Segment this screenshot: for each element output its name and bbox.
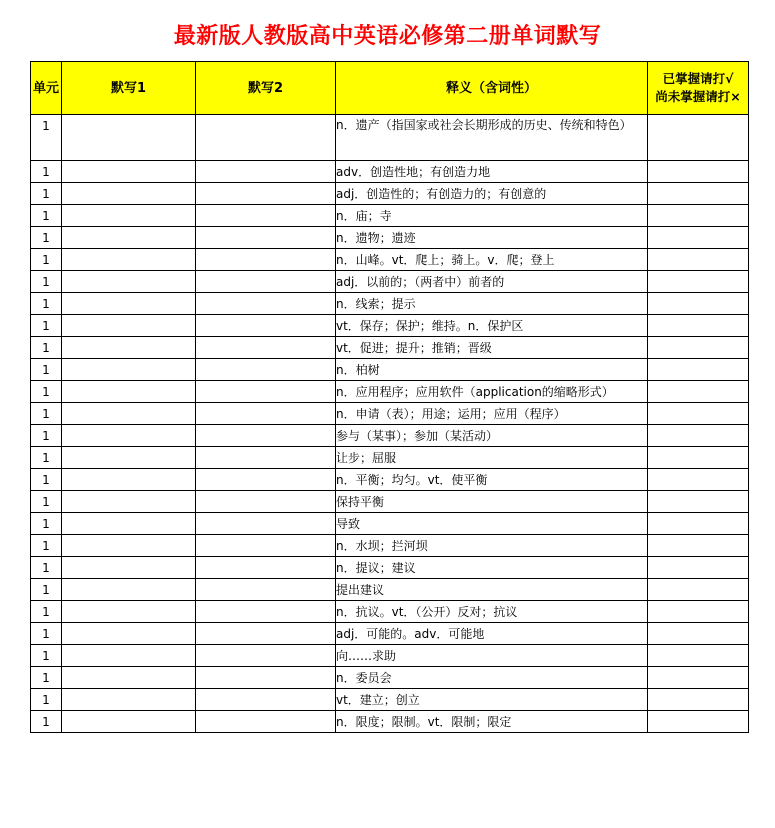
mastery-cell[interactable] — [648, 205, 749, 227]
unit-cell: 1 — [31, 491, 62, 513]
table-row — [31, 425, 749, 447]
mastery-cell[interactable] — [648, 227, 749, 249]
definition-cell: n．山峰。vt．爬上；骑上。v．爬；登上 — [336, 249, 648, 271]
dictation-1-cell[interactable] — [62, 293, 196, 315]
dictation-1-cell[interactable] — [62, 447, 196, 469]
definition-cell: adj．创造性的；有创造力的；有创意的 — [336, 183, 648, 205]
table-row — [31, 711, 749, 733]
table-row — [31, 183, 749, 205]
table-row — [31, 645, 749, 667]
definition-cell: 让步；屈服 — [336, 447, 648, 469]
dictation-2-cell[interactable] — [196, 315, 336, 337]
dictation-2-cell[interactable] — [196, 579, 336, 601]
unit-cell: 1 — [31, 579, 62, 601]
dictation-1-cell[interactable] — [62, 513, 196, 535]
definition-cell: n．申请（表）；用途；运用；应用（程序） — [336, 403, 648, 425]
definition-cell: n．柏树 — [336, 359, 648, 381]
table-row — [31, 403, 749, 425]
dictation-1-cell[interactable] — [62, 161, 196, 183]
unit-cell: 1 — [31, 645, 62, 667]
vocabulary-table — [30, 61, 749, 733]
definition-cell: 导致 — [336, 513, 648, 535]
dictation-1-cell[interactable] — [62, 115, 196, 161]
mastery-cell[interactable] — [648, 689, 749, 711]
dictation-1-cell[interactable] — [62, 535, 196, 557]
mastery-cell[interactable] — [648, 161, 749, 183]
unit-cell: 1 — [31, 469, 62, 491]
dictation-1-cell[interactable] — [62, 711, 196, 733]
dictation-2-cell[interactable] — [196, 667, 336, 689]
dictation-2-cell[interactable] — [196, 645, 336, 667]
dictation-2-cell[interactable] — [196, 557, 336, 579]
unit-cell: 1 — [31, 425, 62, 447]
table-row — [31, 469, 749, 491]
table-row — [31, 557, 749, 579]
dictation-2-cell[interactable] — [196, 425, 336, 447]
dictation-2-cell[interactable] — [196, 601, 336, 623]
table-row — [31, 337, 749, 359]
definition-cell: adj．可能的。adv．可能地 — [336, 623, 648, 645]
table-row — [31, 667, 749, 689]
definition-cell: n．平衡；均匀。vt．使平衡 — [336, 469, 648, 491]
dictation-1-cell[interactable] — [62, 425, 196, 447]
mastery-cell[interactable] — [648, 359, 749, 381]
definition-cell: n．委员会 — [336, 667, 648, 689]
dictation-1-cell[interactable] — [62, 623, 196, 645]
unit-cell: 1 — [31, 623, 62, 645]
dictation-2-cell[interactable] — [196, 403, 336, 425]
table-row — [31, 491, 749, 513]
mastery-cell[interactable] — [648, 381, 749, 403]
mastery-cell[interactable] — [648, 623, 749, 645]
table-row — [31, 601, 749, 623]
definition-cell: n．线索；提示 — [336, 293, 648, 315]
dictation-1-cell[interactable] — [62, 557, 196, 579]
header-definition: 释义（含词性） — [336, 62, 648, 115]
table-row — [31, 249, 749, 271]
dictation-1-cell[interactable] — [62, 205, 196, 227]
dictation-2-cell[interactable] — [196, 183, 336, 205]
header-row — [31, 62, 749, 115]
header-mastered-label: 已掌握请打√ — [662, 71, 734, 86]
definition-cell: 参与（某事）；参加（某活动） — [336, 425, 648, 447]
mastery-cell[interactable] — [648, 447, 749, 469]
dictation-1-cell[interactable] — [62, 249, 196, 271]
table-row — [31, 115, 749, 161]
unit-cell: 1 — [31, 115, 62, 161]
dictation-2-cell[interactable] — [196, 447, 336, 469]
mastery-cell[interactable] — [648, 579, 749, 601]
dictation-1-cell[interactable] — [62, 689, 196, 711]
dictation-2-cell[interactable] — [196, 359, 336, 381]
mastery-cell[interactable] — [648, 491, 749, 513]
dictation-2-cell[interactable] — [196, 161, 336, 183]
definition-cell: 提出建议 — [336, 579, 648, 601]
definition-cell: adv．创造性地；有创造力地 — [336, 161, 648, 183]
header-unit: 单元 — [31, 62, 62, 115]
mastery-cell[interactable] — [648, 115, 749, 161]
unit-cell: 1 — [31, 337, 62, 359]
mastery-cell[interactable] — [648, 425, 749, 447]
mastery-cell[interactable] — [648, 249, 749, 271]
dictation-2-cell[interactable] — [196, 513, 336, 535]
dictation-1-cell[interactable] — [62, 337, 196, 359]
unit-cell: 1 — [31, 249, 62, 271]
table-row — [31, 513, 749, 535]
definition-cell: n．提议；建议 — [336, 557, 648, 579]
definition-cell: vt．建立；创立 — [336, 689, 648, 711]
table-row — [31, 447, 749, 469]
unit-cell: 1 — [31, 535, 62, 557]
mastery-cell[interactable] — [648, 711, 749, 733]
definition-cell: n．庙；寺 — [336, 205, 648, 227]
table-row — [31, 161, 749, 183]
mastery-cell[interactable] — [648, 183, 749, 205]
dictation-1-cell[interactable] — [62, 491, 196, 513]
dictation-2-cell[interactable] — [196, 535, 336, 557]
table-row — [31, 689, 749, 711]
header-dictation-1: 默写1 — [62, 62, 196, 115]
dictation-1-cell[interactable] — [62, 403, 196, 425]
table-row — [31, 623, 749, 645]
header-mastery — [648, 62, 749, 115]
mastery-cell[interactable] — [648, 535, 749, 557]
dictation-1-cell[interactable] — [62, 579, 196, 601]
dictation-2-cell[interactable] — [196, 711, 336, 733]
mastery-cell[interactable] — [648, 645, 749, 667]
dictation-2-cell[interactable] — [196, 271, 336, 293]
unit-cell: 1 — [31, 689, 62, 711]
unit-cell: 1 — [31, 557, 62, 579]
dictation-1-cell[interactable] — [62, 381, 196, 403]
mastery-cell[interactable] — [648, 557, 749, 579]
definition-cell: vt．促进；提升；推销；晋级 — [336, 337, 648, 359]
dictation-2-cell[interactable] — [196, 381, 336, 403]
mastery-cell[interactable] — [648, 293, 749, 315]
header-not-mastered-label: 尚未掌握请打× — [655, 89, 741, 104]
dictation-1-cell[interactable] — [62, 315, 196, 337]
table-row — [31, 271, 749, 293]
mastery-cell[interactable] — [648, 667, 749, 689]
dictation-2-cell[interactable] — [196, 337, 336, 359]
header-dictation-2: 默写2 — [196, 62, 336, 115]
dictation-2-cell[interactable] — [196, 623, 336, 645]
mastery-cell[interactable] — [648, 601, 749, 623]
definition-cell: vt．保存；保护；维持。n．保护区 — [336, 315, 648, 337]
table-row — [31, 381, 749, 403]
unit-cell: 1 — [31, 359, 62, 381]
dictation-2-cell[interactable] — [196, 469, 336, 491]
dictation-2-cell[interactable] — [196, 115, 336, 161]
unit-cell: 1 — [31, 447, 62, 469]
dictation-2-cell[interactable] — [196, 227, 336, 249]
dictation-1-cell[interactable] — [62, 667, 196, 689]
table-row — [31, 579, 749, 601]
unit-cell: 1 — [31, 403, 62, 425]
table-row — [31, 227, 749, 249]
mastery-cell[interactable] — [648, 513, 749, 535]
dictation-1-cell[interactable] — [62, 183, 196, 205]
unit-cell: 1 — [31, 667, 62, 689]
page-title: 最新版人教版高中英语必修第二册单词默写 — [173, 24, 602, 49]
dictation-1-cell[interactable] — [62, 469, 196, 491]
table-row — [31, 315, 749, 337]
unit-cell: 1 — [31, 227, 62, 249]
unit-cell: 1 — [31, 601, 62, 623]
unit-cell: 1 — [31, 513, 62, 535]
mastery-cell[interactable] — [648, 315, 749, 337]
dictation-1-cell[interactable] — [62, 359, 196, 381]
unit-cell: 1 — [31, 711, 62, 733]
dictation-2-cell[interactable] — [196, 249, 336, 271]
dictation-1-cell[interactable] — [62, 645, 196, 667]
table-row — [31, 205, 749, 227]
dictation-2-cell[interactable] — [196, 205, 336, 227]
mastery-cell[interactable] — [648, 403, 749, 425]
unit-cell: 1 — [31, 271, 62, 293]
unit-cell: 1 — [31, 161, 62, 183]
dictation-1-cell[interactable] — [62, 601, 196, 623]
definition-cell: 保持平衡 — [336, 491, 648, 513]
definition-cell: n．应用程序；应用软件（application的缩略形式） — [336, 381, 648, 403]
definition-cell: n．遗产（指国家或社会长期形成的历史、传统和特色） — [336, 115, 648, 161]
definition-cell: n．抗议。vt．（公开）反对；抗议 — [336, 601, 648, 623]
definition-cell: n．限度；限制。vt．限制；限定 — [336, 711, 648, 733]
unit-cell: 1 — [31, 183, 62, 205]
unit-cell: 1 — [31, 293, 62, 315]
table-row — [31, 535, 749, 557]
definition-cell: 向……求助 — [336, 645, 648, 667]
dictation-2-cell[interactable] — [196, 293, 336, 315]
unit-cell: 1 — [31, 315, 62, 337]
dictation-1-cell[interactable] — [62, 271, 196, 293]
table-row — [31, 293, 749, 315]
unit-cell: 1 — [31, 381, 62, 403]
definition-cell: adj．以前的；（两者中）前者的 — [336, 271, 648, 293]
mastery-cell[interactable] — [648, 469, 749, 491]
table-row — [31, 359, 749, 381]
definition-cell: n．遗物；遗迹 — [336, 227, 648, 249]
unit-cell: 1 — [31, 205, 62, 227]
mastery-cell[interactable] — [648, 337, 749, 359]
dictation-1-cell[interactable] — [62, 227, 196, 249]
definition-cell: n．水坝；拦河坝 — [336, 535, 648, 557]
mastery-cell[interactable] — [648, 271, 749, 293]
dictation-2-cell[interactable] — [196, 689, 336, 711]
dictation-2-cell[interactable] — [196, 491, 336, 513]
